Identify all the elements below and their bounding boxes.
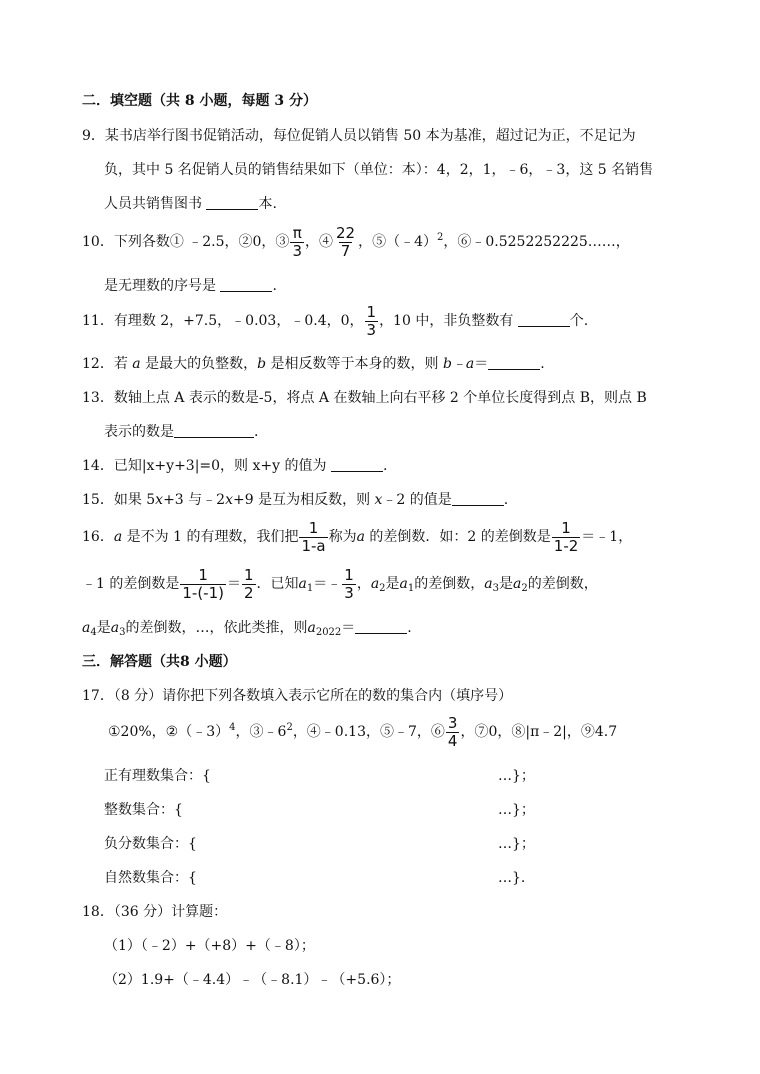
q13-text-end: .: [254, 424, 259, 440]
q16-text: ．已知: [256, 576, 299, 592]
q12-text-d: ＝: [474, 356, 489, 372]
q15-text-d: ﹣2 的值是: [382, 492, 452, 508]
fraction-1-over-3: [342, 567, 356, 602]
q10-text-b: ，④: [304, 234, 333, 250]
frac-denominator: 3: [344, 583, 354, 602]
set-natural-number-label: 自然数集合：{: [104, 870, 197, 886]
q10-text-a: 10．下列各数① ﹣2.5，②0，③: [82, 234, 290, 250]
q12-text-b: 是最大的负整数，: [145, 356, 258, 372]
q17-item-text: ，③﹣6: [235, 724, 287, 740]
fraction-1-over-2: [242, 567, 256, 602]
answer-blank[interactable]: [174, 423, 254, 438]
q9-line-1: 9．某书店举行图书促销活动，每位促销人员以销售 50 本为基准，超过记为正，不足记为: [82, 128, 636, 144]
set-natural-number-end: …}.: [498, 870, 526, 886]
var-a: a: [370, 576, 380, 592]
var-a: a: [307, 620, 316, 636]
var-a: a: [113, 529, 123, 545]
set-positive-rational-label: 正有理数集合：{: [104, 768, 211, 784]
answer-blank[interactable]: [220, 277, 272, 292]
q9-text-end: 本.: [258, 196, 277, 212]
q16-text: ﹣1 的差倒数是: [82, 576, 180, 592]
fraction-3-over-4: [446, 715, 460, 750]
q12-line: [82, 354, 545, 374]
frac-denominator: 2: [243, 583, 254, 602]
q16-text: 是: [96, 620, 111, 636]
q16-text: 是不为 1 的有理数，我们把: [126, 529, 299, 545]
set-negative-fraction-label: 负分数集合：{: [104, 836, 197, 852]
fraction-22-over-7: [334, 225, 357, 260]
section-3-heading: 三．解答题（共8 小题）: [82, 654, 237, 670]
q16-line-2: [82, 564, 598, 604]
frac-numerator: 1: [561, 518, 571, 537]
q16-text: 的差倒数，: [527, 576, 598, 592]
q15-text-e: .: [503, 492, 509, 508]
q16-text: 是: [385, 576, 400, 592]
q18-title: 18．（36 分）计算题：: [82, 904, 228, 920]
q14-line: [82, 456, 387, 476]
subscript: 3: [119, 627, 126, 638]
answer-blank[interactable]: [206, 195, 258, 210]
expr-b-minus-a: b﹣a: [442, 356, 475, 372]
q16-text: 的差倒数，: [414, 576, 485, 592]
frac-numerator: 1: [366, 302, 377, 321]
exponent: 2: [437, 232, 444, 243]
section-2-heading: 二．填空题（共 8 小题，每题 3 分）: [82, 93, 317, 109]
frac-numerator: 3: [447, 713, 458, 732]
q13-line-2: [104, 422, 258, 442]
q16-line-3: [82, 618, 412, 638]
var-a: a: [484, 576, 493, 592]
frac-numerator: 1: [198, 565, 208, 584]
q16-text: ＝﹣: [313, 576, 342, 592]
q16-text: ＝﹣1，: [581, 529, 633, 545]
q13-line-1: 13．数轴上点 A 表示的数是-5，将点 A 在数轴上向右平移 2 个单位长度得到点 B，则点 B: [82, 390, 647, 406]
frac-denominator: 3: [292, 241, 302, 260]
q10-line-1: [82, 224, 630, 260]
answer-blank[interactable]: [452, 491, 504, 506]
q15-text-a: 15．如果 5: [82, 492, 156, 508]
q12-text-c: 是相反数等于本身的数，则: [270, 356, 439, 372]
q13-text: 表示的数是: [104, 424, 174, 440]
frac-denominator: 4: [447, 731, 458, 750]
var-b: b: [257, 356, 267, 372]
frac-numerator: 1: [243, 565, 254, 584]
exponent: 4: [229, 722, 236, 733]
q10-text-2: 是无理数的序号是: [104, 278, 216, 294]
q15-line: [82, 490, 508, 510]
var-x: x: [225, 492, 233, 508]
var-a: a: [132, 356, 141, 372]
fraction-1-over-1-minus-2: [552, 520, 581, 555]
q11-text-b: ，10 中，非负整数有: [379, 313, 514, 329]
frac-numerator: π: [292, 223, 302, 242]
q15-text-b: +3 与﹣2: [163, 492, 226, 508]
var-a: a: [399, 576, 408, 592]
q16-text: 称为: [328, 529, 357, 545]
frac-denominator: 1-(-1): [182, 583, 224, 602]
frac-numerator: 1: [308, 518, 319, 537]
q17-item-text: ，④﹣0.13，⑤﹣7，⑥: [292, 724, 445, 740]
q14-text-end: .: [382, 458, 388, 474]
set-integer-label: 整数集合：{: [104, 802, 183, 818]
frac-denominator: 1-2: [553, 536, 579, 555]
q10-text-d: ，⑥﹣0.5252252225……，: [443, 234, 630, 250]
exponent: 2: [286, 722, 293, 733]
var-a: a: [513, 576, 522, 592]
q18-part-2: （2）1.9+（﹣4.4）﹣（﹣8.1）﹣（+5.6）；: [104, 972, 401, 988]
answer-blank[interactable]: [331, 457, 383, 472]
answer-blank[interactable]: [355, 619, 407, 634]
q9-line-3: [104, 194, 277, 214]
q9-text: 人员共销售图书: [104, 196, 202, 212]
fraction-1-over-3: [365, 304, 379, 339]
q18-part-1: （1）（﹣2）+（+8）+（﹣8）；: [104, 938, 315, 954]
q17-title: 17．（8 分）请你把下列各数填入表示它所在的数的集合内（填序号）: [82, 688, 513, 704]
q16-text: 是: [499, 576, 514, 592]
frac-numerator: 1: [344, 565, 354, 584]
q11-text-c: 个.: [569, 313, 589, 329]
q12-text-a: 12．若: [82, 356, 128, 372]
subscript: 2: [521, 583, 528, 594]
q11-line: [82, 303, 588, 339]
q16-text: 16．: [82, 529, 114, 545]
var-a: a: [82, 620, 91, 636]
q16-text: 的差倒数，…，依此类推，则: [125, 620, 308, 636]
subscript: 2: [379, 583, 386, 594]
q16-text: ＝: [226, 576, 241, 592]
q10-text-2-end: .: [272, 278, 277, 294]
q17-item-text: ，⑦0，⑧|π﹣2|，⑨4.7: [460, 724, 618, 740]
var-a: a: [298, 576, 307, 592]
subscript: 3: [492, 583, 500, 594]
q10-line-2: [104, 276, 277, 296]
q16-text: 的差倒数．如：2 的差倒数是: [369, 529, 551, 545]
fraction-pi-over-3: [290, 225, 304, 260]
subscript: 4: [90, 627, 97, 638]
frac-denominator: 1-a: [301, 536, 326, 555]
q12-text-e: .: [540, 356, 545, 372]
q11-text-a: 11．有理数 2，+7.5，﹣0.03，﹣0.4，0，: [82, 313, 364, 329]
set-negative-fraction-end: …}；: [498, 836, 535, 852]
subscript: 2022: [315, 627, 342, 638]
var-a: a: [356, 529, 365, 545]
fraction-1-over-1-minus-neg1: [180, 567, 226, 602]
frac-numerator: 22: [335, 223, 356, 242]
q16-line-1: [82, 518, 632, 556]
set-positive-rational-end: …}；: [498, 768, 535, 784]
var-x: x: [155, 492, 164, 508]
q16-text: ，: [356, 576, 371, 592]
q17-item-text: ①20%，②（﹣3）: [108, 724, 230, 740]
subscript: 1: [306, 583, 314, 594]
q9-line-2: 负，其中 5 名促销人员的销售结果如下（单位：本）：4，2，1，﹣6，﹣3，这 5 名销售: [104, 162, 654, 178]
answer-blank[interactable]: [488, 355, 540, 370]
q16-text: ＝: [341, 620, 356, 636]
q16-text-end: .: [407, 620, 412, 636]
var-a: a: [110, 620, 120, 636]
var-x: x: [374, 492, 383, 508]
subscript: 1: [407, 583, 415, 594]
q15-text-c: +9 是互为相反数，则: [232, 492, 371, 508]
fraction-1-over-1-minus-a: [299, 520, 327, 555]
answer-blank[interactable]: [518, 312, 570, 327]
q10-text-c: ，⑤（﹣4）: [358, 234, 437, 250]
frac-denominator: 3: [366, 320, 377, 339]
q14-text: 14．已知|x+y+3|=0，则 x+y 的值为: [82, 458, 327, 474]
q17-items: [108, 714, 617, 750]
set-integer-end: …}；: [498, 802, 535, 818]
frac-denominator: 7: [340, 241, 351, 260]
